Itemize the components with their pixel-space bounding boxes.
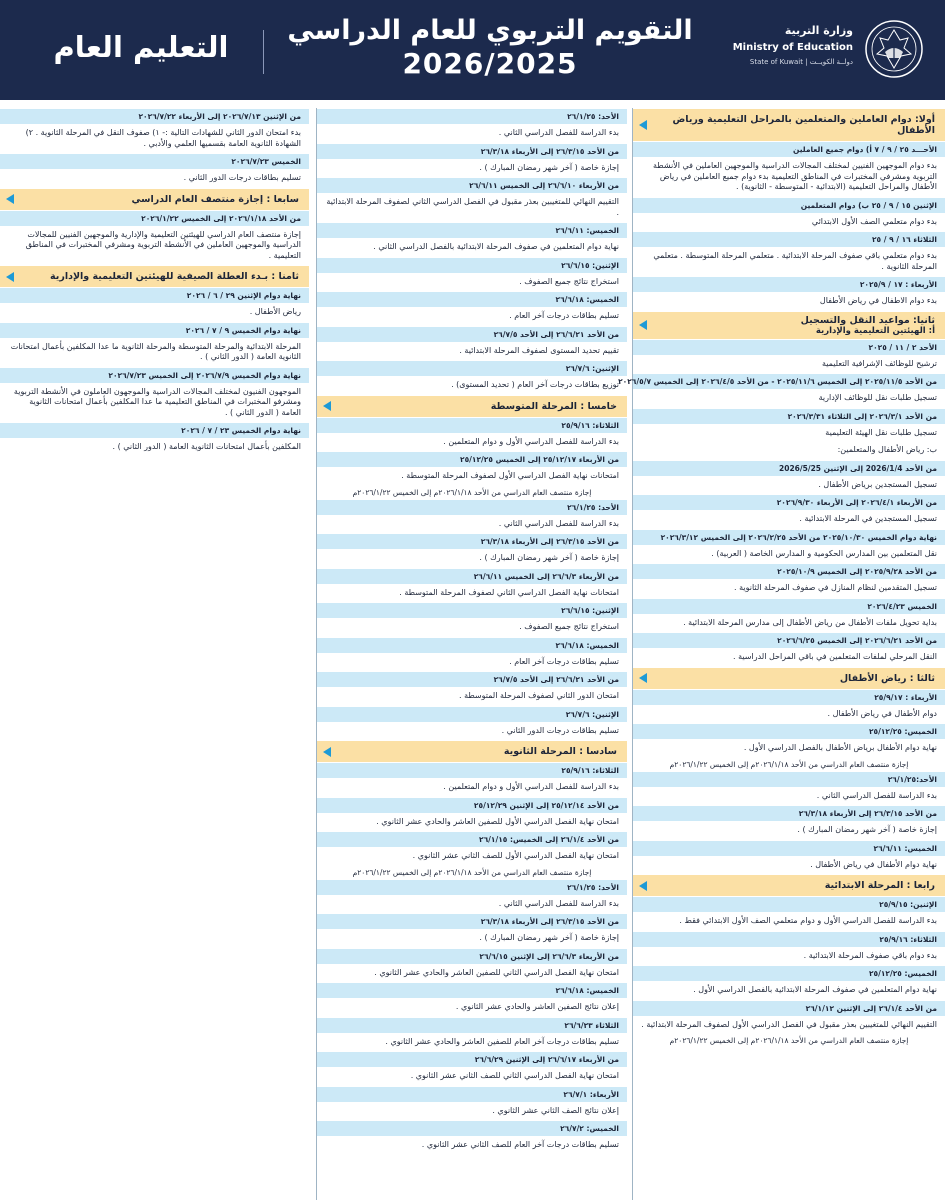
- event-text: تقييم تحديد المستوى لصفوف المرحلة الابتدائية .: [459, 345, 619, 355]
- event-text: نهاية دوام الأطفال برياض الأطفال بالفصل الدراسي الأول .: [743, 743, 937, 752]
- event-text: تسجيل طلبات نقل للوظائف الإدارية: [818, 393, 937, 402]
- event-text: تسجيل المستجدين في المرحلة الابتدائية .: [799, 514, 937, 523]
- event-text: بدء الدراسة للفصل الدراسي الأول و دوام المتعلمين .: [443, 782, 619, 791]
- arrow-icon: [323, 747, 331, 757]
- event-text: امتحانات نهاية الفصل الدراسي الثاني لصفوف المرحلة المتوسطة .: [399, 587, 619, 597]
- arrow-icon: [639, 120, 647, 130]
- event-text: امتحان نهاية الفصل الدراسي الثاني للصفين العاشر والحادي عشر الثانوي .: [374, 967, 619, 977]
- date-bar: نهاية دوام الخميس ٢٠٢٥/١٠/٣٠ من الأحد ٢٠٢٦/٢/٢٥ إلى الخميس ٢٠٢٦/٣/١٢: [633, 530, 945, 545]
- date-bar: من الأحد ٢٠٢٦/٦/٢١ إلى الخميس ٢٠٢٦/٦/٢٥: [633, 633, 945, 648]
- date-bar: الإثنين: ٢٦/٧/٦: [317, 707, 627, 722]
- date-bar: الأحد: ٢٦/١/٢٥: [317, 880, 627, 895]
- date-bar: من الأحد ٢٦/٣/١٥ إلى الأربعاء ٢٦/٣/١٨: [633, 806, 945, 821]
- section-heading: [633, 109, 945, 141]
- header-banner: [0, 0, 945, 100]
- section-title: أولا: دوام العاملين والمتعلمين بالمراحل التعليمية ورياض الأطفال: [672, 114, 935, 136]
- arrow-icon: [6, 194, 14, 204]
- date-bar: الأحد ٢ / ١١ / ٢٠٢٥: [633, 340, 945, 355]
- date-bar: من الأحد ٢٠٢٥/٩/٢٨ إلى الخميس ٢٠٢٥/١٠/٩: [633, 564, 945, 579]
- midyear-holiday-note: إجازة منتصف العام الدراسي من الأحد ٢٠٢٦/١/١٨م إلى الخميس ٢٠٢٦/١/٢٢م: [352, 867, 592, 877]
- event-text: امتحان نهاية الفصل الدراسي الأول للصفين العاشر والحادي عشر الثانوي .: [376, 816, 619, 826]
- section-title: رابعا : المرحلة الابتدائية: [824, 880, 935, 891]
- event-text: إجازة خاصة ( آخر شهر رمضان المبارك ) .: [797, 825, 937, 834]
- date-bar: الخميس: ٢٦/٦/١٨: [317, 983, 627, 998]
- date-bar: من الأحد ٢٦/٣/١٥ إلى الأربعاء ٢٦/٣/١٨: [317, 914, 627, 929]
- date-bar: من الأربعاء ٢٥/١٢/١٧ إلى الخميس ٢٥/١٢/٢٥: [317, 452, 627, 467]
- event-text: تسليم بطاقات درجات آخر العام للصف الثاني عشر الثانوي .: [421, 1140, 619, 1149]
- section-heading: [0, 266, 309, 287]
- date-bar: من الأربعاء ٢٦/٦/١٠ إلى الخميس ٢٦/٦/١١: [317, 178, 627, 193]
- event-text: امتحان نهاية الفصل الدراسي الأول للصف الثاني عشر الثانوي .: [412, 851, 619, 860]
- date-bar: الثلاثاء: ٢٥/٩/١٦: [317, 418, 627, 433]
- event-text: بدء الدراسة للفصل الدراسي الثاني .: [498, 128, 619, 137]
- arrow-icon: [639, 320, 647, 330]
- date-bar: من الأحد ٢٦/٦/٢١ إلى الأحد ٢٦/٧/٥: [317, 327, 627, 342]
- event-text: إجازة خاصة ( آخر شهر رمضان المبارك ) .: [479, 553, 619, 562]
- event-text: تسليم بطاقات درجات آخر العام .: [509, 656, 619, 666]
- event-text: إجازة خاصة ( آخر شهر رمضان المبارك ) .: [479, 162, 619, 172]
- arrow-icon: [639, 673, 647, 683]
- date-bar: من الأحد ٢٠٢٥/١١/٥ إلى الخميس ٢٠٢٥/١١/٦ - من الأحد ٢٠٢٦/٤/٥ إلى الخميس ٢٠٢٦/٥/٧: [633, 374, 945, 389]
- event-text: امتحانات نهاية الفصل الدراسي الأول لصفوف المرحلة المتوسطة .: [401, 471, 619, 480]
- date-bar: الخميس: ٢٥/١٢/٢٥: [633, 966, 945, 981]
- section-title: خامسا : المرحلة المتوسطة: [490, 400, 617, 412]
- event-text: بدء الدراسة للفصل الدراسي الأول و دوام متعلمي الصف الأول الابتدائي فقط .: [679, 916, 937, 925]
- date-bar: من الأحد ٢٦/٦/٢١ إلى الأحد ٢٦/٧/٥: [317, 672, 627, 687]
- event-text: التقييم النهائي للمتغيبين بعذر مقبول في الفصل الدراسي الأول لصفوف المرحلة الابتدائية .: [641, 1019, 937, 1029]
- column-middle: [316, 108, 627, 1200]
- date-bar: الخميس ٢٠٢٦/٧/٢٣: [0, 154, 309, 169]
- event-text: بداية تحويل ملفات الأطفال من رياض الأطفال إلى مدارس المرحلة الابتدائية .: [683, 617, 937, 627]
- date-bar: الخميس: ٢٦/٦/١١: [633, 841, 945, 856]
- event-text: دوام الأطفال في رياض الأطفال .: [827, 708, 937, 718]
- title-line-1: التقويم التربوي للعام الدراسي: [287, 15, 693, 46]
- arrow-icon: [639, 881, 647, 891]
- event-text: تسليم بطاقات درجات آخر العام .: [509, 311, 619, 320]
- date-bar: الخميس: ٢٦/٧/٢: [317, 1121, 627, 1136]
- event-text: بدء الدراسة للفصل الدراسي الثاني .: [498, 898, 619, 908]
- date-bar: من الأربعاء ٢٦/٦/٣ إلى الخميس ٢٦/٦/١١: [317, 569, 627, 584]
- ministry-logo-block: [732, 18, 925, 84]
- date-bar: نهاية دوام الخميس ٢٠٢٦/٧/٩ إلى الخميس ٢٠٢٦/٧/٢٣: [0, 368, 309, 383]
- event-text: نهاية دوام المتعلمين في صفوف المرحلة الابتدائية بالفصل الدراسي الثاني .: [373, 242, 619, 251]
- state-name: State of Kuwait | دولــة الكويــت: [749, 58, 853, 66]
- date-bar: من الأحد ٢٦/٣/١٥ إلى الأربعاء ٢٦/٣/١٨: [317, 144, 627, 159]
- date-bar: نهاية دوام الخميس ٩ / ٧ / ٢٠٢٦: [0, 323, 309, 338]
- event-text: تسجيل المستجدين برياض الأطفال .: [818, 479, 937, 489]
- event-text: إجازة منتصف العام الدراسي للهيئتين التعليمية والإدارية والموجهين الفنيين للمجالات الدراسية والموجهين العاملين في الأنشطة التربوية ومشرفي المختبرات في المناطق التعليمية .: [25, 229, 301, 260]
- date-bar: من الأربعاء ٢٦/٦/١٧ إلى الإثنين ٢٦/٦/٢٩: [317, 1052, 627, 1067]
- date-bar: الإثنين: ٢٦/٦/١٥: [317, 603, 627, 618]
- title-year: 2026/2025: [402, 47, 578, 80]
- date-bar: الإثنين: ٢٥/٩/١٥: [633, 897, 945, 912]
- date-bar: الأربعاء: ٢٦/٧/١: [317, 1087, 627, 1102]
- event-text: ب: رياض الأطفال والمتعلمين:: [837, 445, 937, 454]
- event-text: المكلفين بأعمال امتحانات الثانوية العامة ( الدور الثاني ) .: [112, 442, 301, 451]
- event-text: بدء امتحان الدور الثاني للشهادات التالية :- ١) صفوف النقل في المرحلة الثانوية . ٢) الشهادة الثانوية العامة بقسميها العلمي والأدبي .: [25, 128, 301, 148]
- event-text: ترشيح للوظائف الإشرافية التعليمية: [821, 358, 937, 368]
- midyear-holiday-note: إجازة منتصف العام الدراسي من الأحد ٢٠٢٦/١/١٨م إلى الخميس ٢٠٢٦/١/٢٢م: [352, 487, 592, 497]
- column-right: [618, 108, 945, 1200]
- midyear-holiday-note: إجازة منتصف العام الدراسي من الأحد ٢٠٢٦/١/١٨م إلى الخميس ٢٠٢٦/١/٢٢م: [669, 1036, 909, 1045]
- event-text: نهاية دوام المتعلمين في صفوف المرحلة الابتدائية بالفصل الدراسي الأول .: [693, 985, 937, 994]
- date-bar: الأحد: ٢٦/١/٢٥: [317, 500, 627, 515]
- calendar-content: [0, 108, 945, 1200]
- event-text: بدء دوام الموجهين الفنيين لمختلف المجالات الدراسية والموجهين العاملين في الأنشطة التربوية ومشرفي المختبرات في المناطق التعليمية بدء دوام جميع العاملين في رياض الأطفال والمراحل التعليمية (الابتدائية - المتوسطة - الثانوية) .: [652, 161, 937, 191]
- event-text: إعلان نتائج الصفين العاشر والحادي عشر الثانوي .: [455, 1002, 619, 1011]
- date-bar: نهاية دوام الخميس ٢٣ / ٧ / ٢٠٢٦: [0, 423, 309, 438]
- section-subtitle: أ: الهيئتين التعليمية والإدارية: [815, 325, 935, 336]
- date-bar: الخميس ٢٠٢٦/٤/٢٣: [633, 599, 945, 614]
- date-bar: الأحد:٢٦/١/٢٥: [633, 772, 945, 787]
- section-heading: [317, 741, 627, 762]
- date-bar: الثلاثاء ١٦ / ٩ / ٢٥: [633, 232, 945, 247]
- event-text: النقل المرحلي لملفات المتعلمين في باقي المراحل الدراسية .: [732, 652, 937, 661]
- date-bar: من الأحد ٢٥/١٢/١٤ إلى الإثنين ٢٥/١٢/٢٩: [317, 798, 627, 813]
- date-bar: الإثنين: ٢٦/٧/٦: [317, 361, 627, 376]
- event-text: استخراج نتائج جميع الصفوف .: [519, 622, 619, 631]
- date-bar: الإثنين: ٢٦/٦/١٥: [317, 258, 627, 273]
- date-bar: نهاية دوام الإثنين ٢٩ / ٦ / ٢٠٢٦: [0, 288, 309, 303]
- date-bar: من الأحد ٢٠٢٦/٣/١ إلى الثلاثاء ٢٠٢٦/٣/٣١: [633, 409, 945, 424]
- date-bar: الأحد: ٢٦/١/٢٥: [317, 109, 627, 124]
- date-bar: الثلاثاء: ٢٥/٩/١٦: [633, 932, 945, 947]
- section-heading: [633, 312, 945, 339]
- event-text: بدء دوام باقي صفوف المرحلة الابتدائية .: [803, 950, 937, 960]
- date-bar: الأربعاء : ٢٥/٩/١٧: [633, 690, 945, 705]
- event-text: تسجيل طلبات نقل الهيئة التعليمية: [825, 427, 937, 437]
- section-title: ثالثا : رياض الأطفال: [839, 672, 935, 684]
- date-bar: الثلاثاء: ٢٥/٩/١٦: [317, 763, 627, 778]
- section-title: ثانيا: مواعيد النقل والتسجيل: [800, 314, 935, 326]
- date-bar: من الأحد ٢٦/١/٤ إلى الإثنين ٢٦/١/١٢: [633, 1001, 945, 1016]
- section-title: سابعا : إجازة منتصف العام الدراسي: [131, 193, 299, 205]
- ministry-name-english: Ministry of Education: [732, 42, 853, 53]
- event-text: تسجيل المتقدمين لنظام المنازل في صفوف المرحلة الثانوية .: [734, 583, 937, 592]
- date-bar: الأربعاء : ١٧ / ٢٠٢٥/٩: [633, 277, 945, 292]
- event-text: بدء الدراسة للفصل الدراسي الثاني .: [816, 790, 937, 800]
- date-bar: الإثنين ١٥ / ٩ / ٢٥ ب) دوام المتعلمين: [633, 198, 945, 213]
- date-bar: من الأربعاء ٢٦/٦/٣ إلى الإثنين ٢٦/٦/١٥: [317, 949, 627, 964]
- event-text: بدء دوام متعلمي الصف الأول الابتدائي: [811, 216, 937, 226]
- section-heading: [633, 875, 945, 896]
- section-title: سادسا : المرحلة الثانوية: [503, 746, 617, 757]
- event-text: المرحلة الابتدائية والمرحلة المتوسطة والمرحلة الثانوية ما عدا المكلفين بأعمال امتحانات الثانوية العامة ( الدور الثاني ) .: [10, 341, 301, 361]
- event-text: امتحان نهاية الفصل الدراسي الثاني للصف الثاني عشر الثانوي .: [410, 1071, 619, 1080]
- event-text: امتحان الدور الثاني لصفوف المرحلة المتوسطة .: [458, 691, 619, 700]
- date-bar: الخميس: ٢٦/٦/١١: [317, 223, 627, 238]
- event-text: تسليم بطاقات درجات آخر العام للصفين العاشر والحادي عشر الثانوي .: [385, 1036, 619, 1046]
- arrow-icon: [323, 401, 331, 411]
- ministry-name-arabic: وزارة التربية: [784, 24, 853, 37]
- section-heading: [633, 668, 945, 689]
- midyear-holiday-note: إجازة منتصف العام الدراسي من الأحد ٢٠٢٦/١/١٨م إلى الخميس ٢٠٢٦/١/٢٢م: [669, 759, 909, 769]
- event-text: بدء دوام الاطفال في رياض الأطفال: [819, 296, 937, 305]
- event-text: رياض الأطفال .: [249, 307, 301, 316]
- column-left: [0, 108, 309, 1200]
- date-bar: من الأربعاء ٢٠٢٦/٤/١ إلى الأربعاء ٢٠٢٦/٩/٣٠: [633, 495, 945, 510]
- date-bar: الخميس: ٢٥/١٢/٢٥: [633, 724, 945, 739]
- header-divider: [263, 30, 264, 74]
- event-text: التقييم النهائي للمتغيبين بعذر مقبول في الفصل الدراسي الثاني لصفوف المرحلة الابتدائية .: [326, 197, 619, 217]
- date-bar: الخميس: ٢٦/٦/١٨: [317, 638, 627, 653]
- date-bar: من الأحد ٢٦/١/٤ إلى الخميس: ٢٦/١/١٥: [317, 832, 627, 847]
- page-title: [260, 14, 720, 80]
- event-text: إجازة خاصة ( آخر شهر رمضان المبارك ) .: [479, 933, 619, 942]
- date-bar: من الأحد ٢٦/٣/١٥ إلى الأربعاء ٢٦/٣/١٨: [317, 534, 627, 549]
- event-text: بدء دوام متعلمي باقي صفوف المرحلة الابتدائية . متعلمي المرحلة المتوسطة . متعلمي المرحلة الثانوية .: [653, 251, 937, 271]
- event-text: تسليم بطاقات درجات الدور الثاني .: [501, 725, 619, 735]
- date-bar: الخميس: ٢٦/٦/١٨: [317, 292, 627, 307]
- section-heading: [0, 189, 309, 210]
- event-text: بدء الدراسة للفصل الدراسي الأول و دوام المتعلمين .: [443, 436, 619, 446]
- event-text: تسليم بطاقات درجات الدور الثاني .: [183, 173, 301, 182]
- event-text: استخراج نتائج جميع الصفوف .: [519, 276, 619, 286]
- date-bar: من الأحد 2026/1/4 إلى الإثنين 2026/5/25: [633, 461, 945, 476]
- date-bar: الأحـــد ٢٥ / ٩ / ٧ أ) دوام جميع العاملين: [633, 142, 945, 157]
- event-text: إعلان نتائج الصف الثاني عشر الثانوي .: [492, 1105, 619, 1115]
- kuwait-emblem-icon: [863, 18, 925, 80]
- section-title: ثامنا : بـدء العطلة الصيفية للهيئتين التعليمية والإدارية: [50, 271, 299, 282]
- date-bar: الثلاثاء ٢٦/٦/٢٣: [317, 1018, 627, 1033]
- arrow-icon: [6, 272, 14, 282]
- section-heading: [317, 396, 627, 417]
- date-bar: من الأحد ٢٠٢٦/١/١٨ إلى الخميس ٢٠٢٦/١/٢٢: [0, 211, 309, 226]
- event-text: نهاية دوام الأطفال في رياض الأطفال .: [810, 859, 937, 869]
- event-text: الموجهون الفنيون لمختلف المجالات الدراسية والموجهون العاملون في الأنشطة التربوية ومشرفو المختبرات في المناطق التعليمية ما عدا المكلفين بأعمال امتحانات الثانوية العامة ( الدور الثاني ) .: [13, 386, 301, 417]
- event-text: نقل المتعلمين بين المدارس الحكومية و المدارس الخاصة ( العربية) .: [711, 548, 937, 558]
- event-text: توزيع بطاقات درجات آخر العام ( تحديد المستوى) .: [451, 380, 619, 389]
- general-education-label: التعليم العام: [53, 30, 229, 64]
- event-text: بدء الدراسة للفصل الدراسي الثاني .: [498, 518, 619, 528]
- date-bar: من الإثنين ٢٠٢٦/٧/١٣ إلى الأربعاء ٢٠٢٦/٧/٢٢: [0, 109, 309, 124]
